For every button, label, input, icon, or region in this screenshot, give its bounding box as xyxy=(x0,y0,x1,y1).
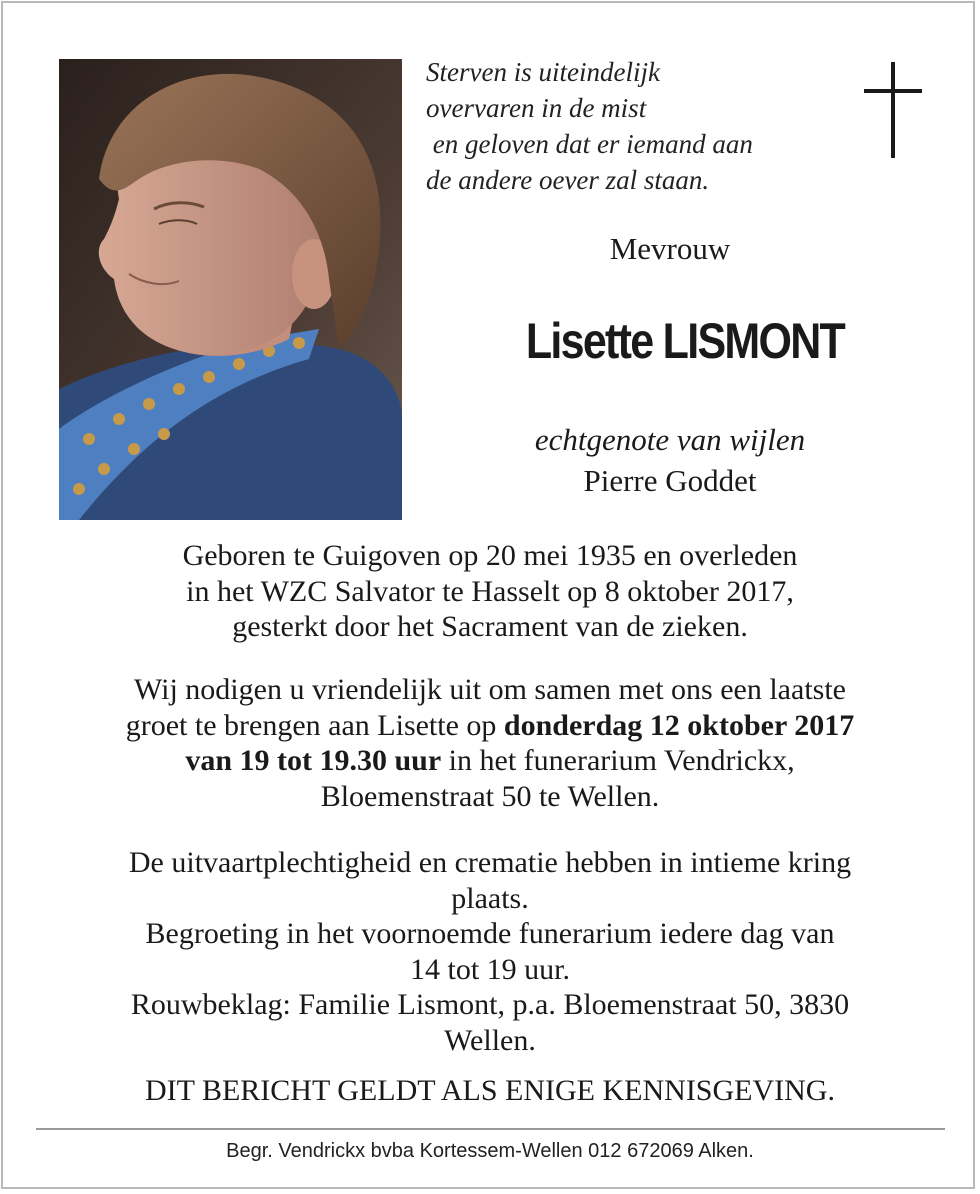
divider xyxy=(36,1128,945,1130)
visitation-time: van 19 tot 19.30 uur xyxy=(185,744,442,777)
text-line xyxy=(40,708,940,744)
text-line: Bloemenstraat 50 te Wellen. xyxy=(320,779,660,813)
poem-line: overvaren in de mist xyxy=(426,93,647,123)
spouse-name: Pierre Goddet xyxy=(583,463,757,498)
text-line: Geboren te Guigoven op 20 mei 1935 en overleden xyxy=(182,539,798,572)
text-line: plaats. xyxy=(451,881,529,915)
text-line: Wij nodigen u vriendelijk uit om samen met ons een laatste xyxy=(134,673,846,706)
poem-line: en geloven dat er iemand aan xyxy=(426,129,753,159)
invitation-paragraph xyxy=(40,672,940,814)
text-line: 14 tot 19 uur. xyxy=(409,952,570,986)
text-line xyxy=(40,743,940,779)
undertaker-footer: Begr. Vendrickx bvba Kortessem-Wellen 012 672069 Alken. xyxy=(226,1140,754,1162)
text-line: Begroeting in het voornoemde funerarium iedere dag van xyxy=(145,917,835,950)
text-line: gesterkt door het Sacrament van de zieken. xyxy=(232,610,748,643)
poem-line: Sterven is uiteindelijk xyxy=(426,57,660,87)
deceased-name: Lisette LISMONT xyxy=(525,313,845,369)
text-run: in het funerarium Vendrickx, xyxy=(441,744,795,777)
notice-statement: DIT BERICHT GELDT ALS ENIGE KENNISGEVING. xyxy=(145,1074,835,1107)
text-line: Rouwbeklag: Familie Lismont, p.a. Bloemenstraat 50, 3830 xyxy=(130,988,850,1021)
latin-cross-icon xyxy=(864,62,922,158)
salutation: Mevrouw xyxy=(609,231,731,266)
text-run: groet te brengen aan Lisette op xyxy=(125,708,504,742)
visitation-date: donderdag 12 oktober 2017 xyxy=(503,708,855,742)
birth-death-paragraph xyxy=(40,538,940,645)
text-line: in het WZC Salvator te Hasselt op 8 oktober 2017, xyxy=(186,574,794,608)
text-line: Wellen. xyxy=(444,1023,536,1057)
spouse-relation: echtgenote van wijlen xyxy=(534,422,806,457)
text-line: De uitvaartplechtigheid en crematie hebben in intieme kring xyxy=(128,846,852,879)
portrait-photo xyxy=(59,59,402,520)
poem-line: de andere oever zal staan. xyxy=(426,165,710,195)
poem xyxy=(426,54,846,198)
ceremony-paragraph xyxy=(40,845,940,1058)
